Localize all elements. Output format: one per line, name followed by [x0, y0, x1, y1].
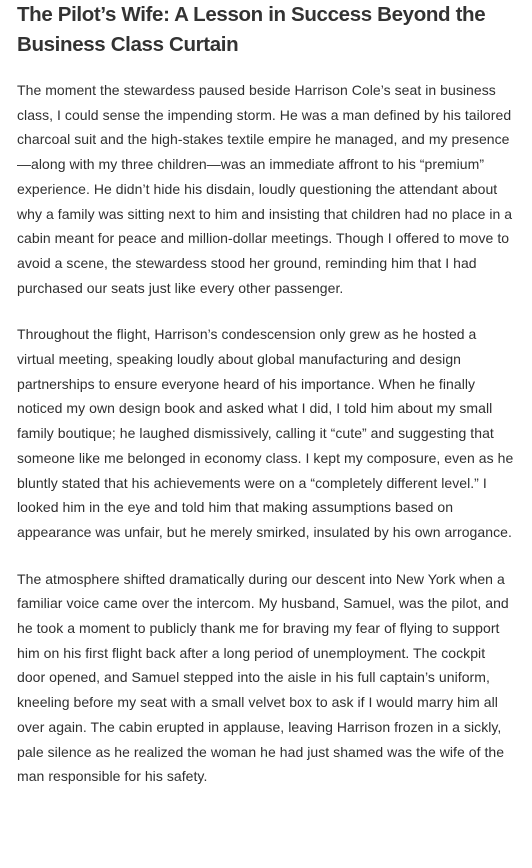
- article-title: The Pilot’s Wife: A Lesson in Success Beyond the Business Class Curtain: [17, 3, 486, 56]
- article-paragraph: The atmosphere shifted dramatically during our descent into New York when a familiar voice came over the intercom. My husband, Samuel, was the pilot, and he took a moment to publicly thank me for braving my fear of flying to support him on his first flight back after a long period of unemployment. The cockpit door opened, and Samuel stepped into the aisle in his full captain’s uniform, kneeling before my seat with a small velvet box to ask if I would marry him all over again. The cabin erupted in applause, leaving Harrison frozen in a sickly, pale silence as he realized the woman he had just shamed was the wife of the man responsible for his safety.: [17, 570, 509, 785]
- article-paragraph: The moment the stewardess paused beside Harrison Cole’s seat in business class, I could sense the impending storm. He was a man defined by his tailored charcoal suit and the high-stakes textile empire he managed, and my presence—along with my three children—was an immediate affront to his “premium” experience. He didn’t hide his disdain, loudly questioning the attendant about why a family was sitting next to him and insisting that children had no place in a cabin meant for peace and million-dollar meetings. Though I offered to move to avoid a scene, the stewardess stood her ground, reminding him that I had purchased our seats just like every other passenger.: [17, 82, 513, 296]
- article-paragraph: Throughout the flight, Harrison’s condescension only grew as he hosted a virtual meeting, speaking loudly about global manufacturing and design partnerships to ensure everyone heard of his importance. When he finally noticed my own design book and asked what I did, I told him about my small family boutique; he laughed dismissively, calling it “cute” and suggesting that someone like me belonged in economy class. I kept my composure, even as he bluntly stated that his achievements were on a “completely different level.” I looked him in the eye and told him that making assumptions based on appearance was unfair, but he merely smirked, insulated by his own arrogance.: [17, 326, 514, 540]
